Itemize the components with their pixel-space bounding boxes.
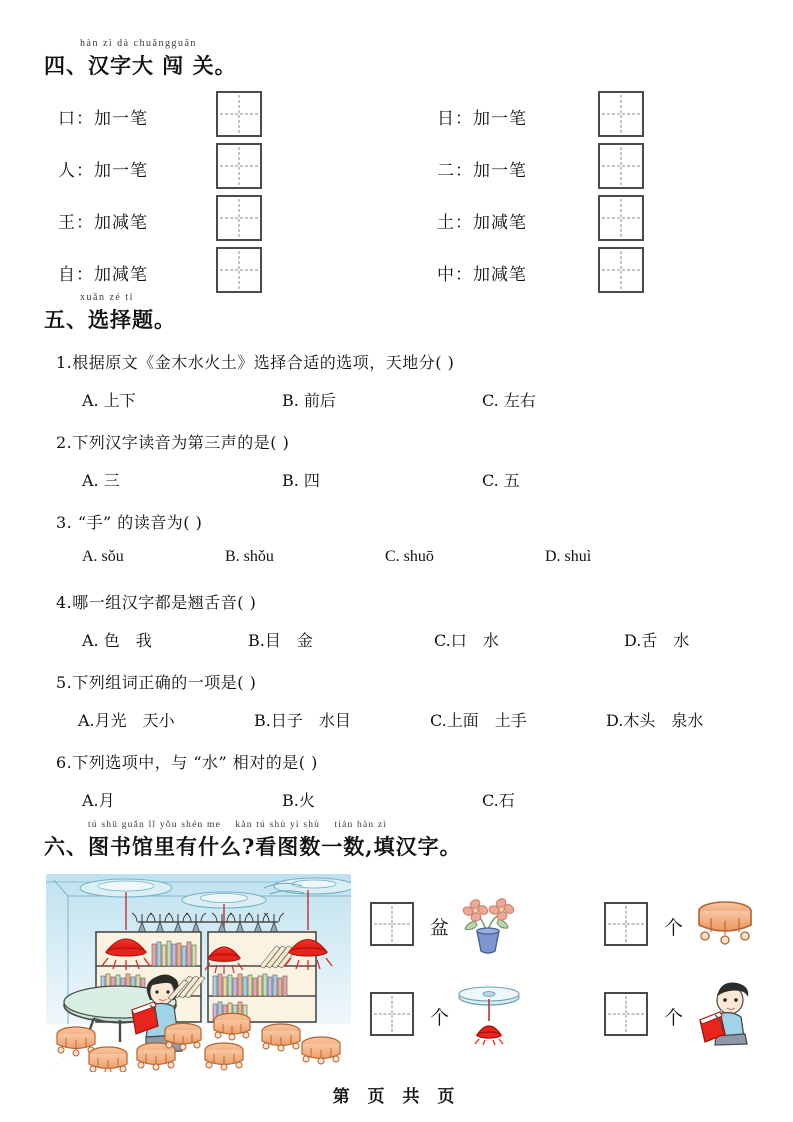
s4-right-row-3-task: 加减笔 [473,213,527,233]
question-2-option-c[interactable]: C. 五 [482,471,520,490]
s4-right-answer-box-4[interactable] [598,247,644,293]
s4-left-row-2-label [58,156,148,181]
question-5-options [78,708,703,731]
question-3-options [82,548,591,566]
question-4-stem: 4.哪一组汉字都是翘舌音( ) [56,593,257,612]
s4-right-row-1-task: 加一笔 [473,109,527,129]
s4-left-answer-box-2[interactable] [216,143,262,189]
section-6-pinyin: tú shū guǎn lǐ yǒu shén me kàn tú shù yì shù tián hàn zì [88,820,388,830]
section-5-pinyin: xuǎn zé tí [80,292,134,303]
s4-left-answer-box-4[interactable] [216,247,262,293]
flower-pot-icon [455,893,519,955]
s6-item-4-answer-box[interactable] [604,992,648,1036]
question-3-option-a[interactable]: A. sǒu [82,548,124,565]
question-6-stem: 6.下列选项中，与 “水” 相对的是( ) [56,753,318,772]
question-4-option-d[interactable]: D.舌 水 [624,631,690,650]
question-4-option-c[interactable]: C.口 水 [434,631,499,650]
section-6-heading [44,816,462,861]
section-6-title-text: 图书馆里有什么?看图数一数,填汉字。 [88,834,462,859]
question-4-option-b[interactable]: B.目 金 [248,631,313,650]
question-4-options [82,628,689,651]
question-6-option-c[interactable]: C.石 [482,791,515,810]
s4-left-row-4-task: 加减笔 [94,265,148,285]
s4-right-row-1-char: 日 [437,109,455,129]
question-6-option-b[interactable]: B.火 [282,791,315,810]
section-6-number: 六、 [44,834,88,859]
section-4-number: 四、 [44,53,88,78]
question-3-option-b[interactable]: B. shǒu [225,548,274,565]
s4-right-row-1-label [437,104,527,129]
library-illustration [46,874,351,1072]
question-3-stem: 3. “手” 的读音为( ) [56,513,203,532]
section-5-title [44,304,176,334]
question-5-option-c[interactable]: C.上面 土手 [430,711,527,730]
s4-left-row-2-colon: ： [76,161,94,181]
question-3-option-c[interactable]: C. shuō [385,548,434,565]
s6-item-4-measure-word: 个 [664,1007,684,1029]
s4-right-row-4-task: 加减笔 [473,265,527,285]
s6-item-3-answer-box[interactable] [604,902,648,946]
s4-right-row-2-task: 加一笔 [473,161,527,181]
s4-right-row-3-colon: ： [455,213,473,233]
question-2-options [82,468,520,491]
question-2-option-b[interactable]: B. 四 [282,471,320,490]
s4-right-answer-box-2[interactable] [598,143,644,189]
s4-right-row-2-colon: ： [455,161,473,181]
s6-item-3-measure-word: 个 [664,917,684,939]
question-6-option-a[interactable]: A.月 [82,791,115,810]
s4-right-row-4-char: 中 [437,265,455,285]
s6-item-2-measure-word: 个 [430,1007,450,1029]
section-4-title-text: 汉字大 闯 关。 [88,53,237,78]
s4-left-row-3-label [58,208,148,233]
ceiling-lamp-icon [455,983,523,1045]
section-6-title [44,831,462,861]
question-3-option-d[interactable]: D. shuì [545,548,592,565]
s6-item-1-answer-box[interactable] [370,902,414,946]
question-1-option-a[interactable]: A. 上下 [82,391,136,410]
s4-left-row-4-char: 自 [58,265,76,285]
s6-item-2-answer-box[interactable] [370,992,414,1036]
s4-left-answer-box-1[interactable] [216,91,262,137]
question-1-option-b[interactable]: B. 前后 [282,391,336,410]
s4-right-row-4-label [437,260,527,285]
s4-left-row-3-colon: ： [76,213,94,233]
question-2-option-a[interactable]: A. 三 [82,471,120,490]
s4-right-row-4-colon: ： [455,265,473,285]
s4-right-answer-box-3[interactable] [598,195,644,241]
s4-left-row-2-task: 加一笔 [94,161,148,181]
s4-right-row-3-char: 土 [437,213,455,233]
s4-left-answer-box-3[interactable] [216,195,262,241]
s4-right-row-2-label [437,156,527,181]
section-5-number: 五、 [44,307,88,332]
question-2-stem: 2.下列汉字读音为第三声的是( ) [56,433,290,452]
boy-reading-icon [692,980,758,1046]
s4-right-row-2-char: 二 [437,161,455,181]
question-1-options [82,388,536,411]
question-6-options [82,788,515,811]
section-5-heading [44,292,176,334]
s4-left-row-1-task: 加一笔 [94,109,148,129]
round-stool-icon [694,898,756,950]
s4-left-row-2-char: 人 [58,161,76,181]
page-footer: 第 页 共 页 [332,1087,461,1107]
question-5-option-b[interactable]: B.日子 水目 [254,711,351,730]
question-5-stem: 5.下列组词正确的一项是( ) [56,673,257,692]
question-1-option-c[interactable]: C. 左右 [482,391,536,410]
s4-left-row-1-colon: ： [76,109,94,129]
s4-right-row-3-label [437,208,527,233]
s4-left-row-3-char: 王 [58,213,76,233]
question-5-option-d[interactable]: D.木头 泉水 [606,711,704,730]
section-5-title-text: 选择题。 [88,307,176,332]
s4-left-row-4-colon: ： [76,265,94,285]
section-4-heading [44,38,237,80]
question-5-option-a[interactable]: A.月光 天小 [78,711,175,730]
section-4-title [44,50,237,80]
s6-item-1-measure-word: 盆 [430,917,450,939]
s4-left-row-1-char: 口 [58,109,76,129]
question-1-stem: 1.根据原文《金木水火土》选择合适的选项，天地分( ) [56,353,455,372]
s4-right-answer-box-1[interactable] [598,91,644,137]
section-4-pinyin: hàn zì dà chuǎngguān [80,38,197,49]
question-4-option-a[interactable]: A. 色 我 [82,631,152,650]
s4-right-row-1-colon: ： [455,109,473,129]
s4-left-row-4-label [58,260,148,285]
s4-left-row-1-label [58,104,148,129]
s4-left-row-3-task: 加减笔 [94,213,148,233]
